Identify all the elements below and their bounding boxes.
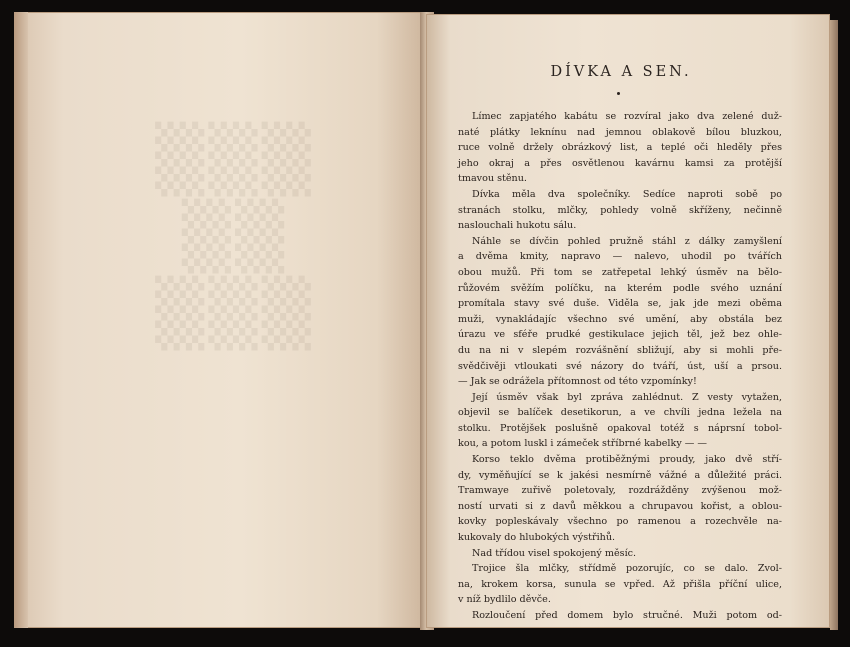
text-line: Trojice šla mlčky, střídmě pozorujíc, co se dalo. Zvol- — [472, 563, 782, 575]
text-line: kou, a potom luskl i zámeček stříbrné kabelky — — — [458, 438, 708, 450]
text-line: tmavou stěnu. — [458, 173, 527, 185]
text-line: Nad třídou visel spokojený měsíc. — [472, 547, 637, 559]
text-line: svědčivěji vtloukati své názory do tváří, úst, uší a prsou. — [458, 360, 782, 372]
left-page-edge — [14, 12, 28, 628]
text-line: naté plátky leknínu nad jemnou oblakově bílou bluzkou, — [458, 126, 782, 138]
body-text — [458, 109, 782, 624]
text-line: Límec zapjatého kabátu se rozvíral jako dva zelené duž- — [472, 111, 782, 122]
text-line: kovky popleskávaly všechno po ramenou a rozechvěle na- — [458, 516, 782, 528]
text-line: kukovaly do hlubokých výstřihů. — [458, 532, 616, 544]
text-line: — Jak se odrážela přítomnost od této vzpomínky! — [458, 376, 697, 388]
text-line: obou mužů. Při tom se zatřepetal lehký úsměv na bělo- — [458, 266, 782, 278]
text-line: Náhle se dívčin pohled pružně stáhl z dálky zamyšlení — [472, 235, 782, 247]
text-line: ruce volně držely obrázkový list, a teplé oči hleděly přes — [458, 142, 782, 154]
text-line: stolku. Protějšek poslušně opakoval totéž s náprsní tobol- — [458, 422, 782, 434]
chapter-title: DÍVKA A SEN. — [550, 64, 692, 80]
text-line: ností urvati si z davů měkkou a chrupavou kořist, a oblou- — [458, 500, 782, 512]
text-line: muži, vynakládajíc všechno své umění, aby obstála bez — [458, 313, 782, 325]
text-line: Dívka měla dva společníky. Sedíce naproti sobě po — [472, 188, 782, 200]
text-line: a dvěma kmity, napravo — nalevo, uhodil po tvářích — [458, 251, 782, 263]
left-page — [14, 12, 426, 628]
right-page-fore-edge — [830, 20, 838, 630]
text-line: du na ni v slepém rozvášnění sbližují, aby si mohli pře- — [458, 344, 782, 356]
text-line: Rozloučení před domem bylo stručné. Muži potom od- — [472, 610, 782, 621]
title-ornament-dot — [617, 92, 620, 95]
text-line: růžovém svěžím políčku, na kterém podle svého uznání — [458, 282, 782, 294]
text-line: objevil se balíček desetikorun, a ve chvíli jedna ležela na — [458, 407, 782, 419]
text-line: Tramwaye zuřivě poletovaly, rozdrážděny zvýšenou mož- — [458, 485, 782, 497]
show-through-ghost: ▒▒▒ ▒▒ ▒▒▒ — [155, 122, 315, 351]
text-line: Její úsměv však byl zpráva zahlédnut. Z vesty vytažen, — [472, 391, 782, 403]
text-line: Korso teklo dvěma protiběžnými proudy, jako dvě stří- — [472, 454, 782, 466]
text-line: dy, vyměňující se k jakési nesmírně vážné a důležité práci. — [458, 469, 782, 481]
text-line: úrazu ve sféře prudké gestikulace jejich těl, jež bez ohle- — [458, 329, 782, 341]
text-line: v níž bydlilo děvče. — [458, 594, 551, 606]
text-line: jeho okraj a přes osvětlenou kavárnu kamsi za protější — [458, 157, 782, 169]
text-line: naslouchali hukotu sálu. — [458, 220, 577, 232]
text-line: stranách stolku, mlčky, pohledy volně skříženy, nečinně — [458, 204, 782, 216]
text-line: na, krokem korsa, sunula se vpřed. Až přišla příční ulice, — [458, 578, 782, 590]
text-line: promítala stavy své duše. Viděla se, jak jde mezi oběma — [458, 298, 782, 310]
